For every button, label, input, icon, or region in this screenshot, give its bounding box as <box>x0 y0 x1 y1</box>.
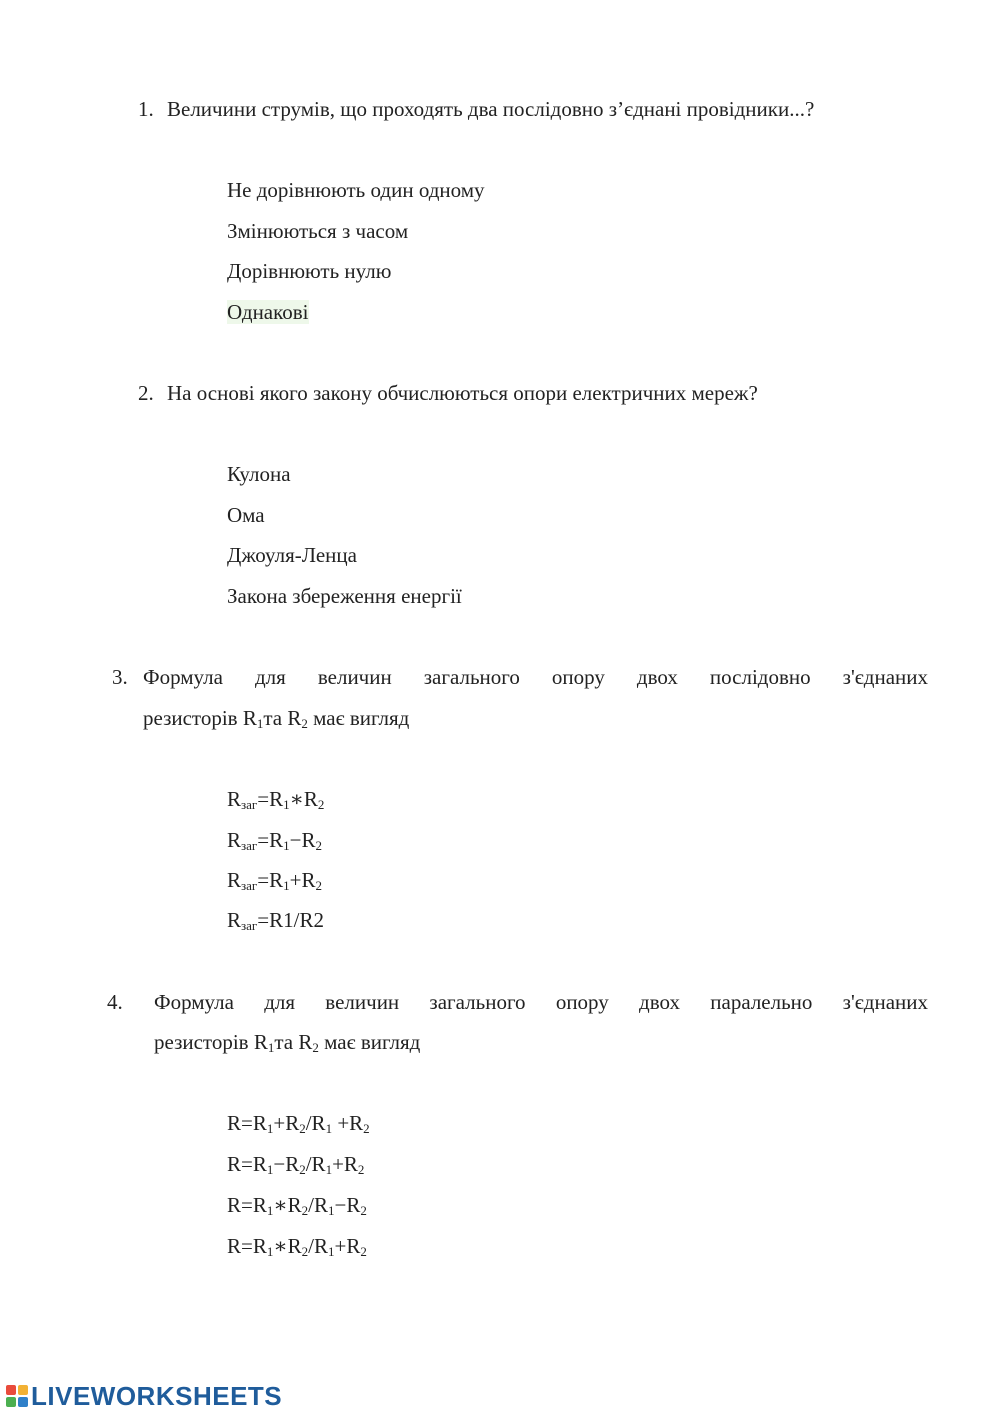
answer-option[interactable]: Не дорівнюють один одному <box>227 178 485 202</box>
logo-text: LIVEWORKSHEETS <box>31 1380 283 1411</box>
question-4-line2: резисторів $R_1та$ $R_2$ має вигляд <box>154 1030 421 1055</box>
question-text-line1: Формула для величин загального опору двох послідовно з'єднаних <box>143 665 928 689</box>
answer-option[interactable]: $R=R_1+R_2/R_1 +R_2$ <box>227 1111 370 1136</box>
question-number: 4. <box>107 990 123 1014</box>
answer-option[interactable]: Змінюються з часом <box>227 219 409 243</box>
answer-option[interactable]: Дорівнюють нулю <box>227 259 392 283</box>
answer-option-selected[interactable] <box>227 292 309 332</box>
question-number: 3. <box>112 665 128 689</box>
answer-option[interactable]: Закона збереження енергії <box>227 584 462 608</box>
answer-option[interactable]: $R_{заг}=R_1-R_2$ <box>227 828 322 853</box>
question-text: Величини струмів, що проходять два послідовно з’єднані провідники...? <box>167 97 815 121</box>
logo-square <box>18 1385 28 1395</box>
logo-square <box>18 1397 28 1407</box>
question-number: 2. <box>138 381 154 405</box>
answer-option[interactable]: $R=R_1∗R_2/R_1-R_2$ <box>227 1193 367 1218</box>
logo-square <box>6 1385 16 1395</box>
answer-option[interactable]: $R=R_1-R_2/R_1+R_2$ <box>227 1152 365 1177</box>
answer-option[interactable]: Кулона <box>227 462 291 486</box>
liveworksheets-logo-icon <box>6 1385 28 1407</box>
answer-option[interactable]: $R_{заг}=R_1+R_2$ <box>227 868 322 893</box>
logo-square <box>6 1397 16 1407</box>
question-text: На основі якого закону обчислюються опори електричних мереж? <box>167 381 758 405</box>
answer-option[interactable]: Джоуля-Ленца <box>227 543 357 567</box>
question-3-line2: резисторів $R_1та$ $R_2$ має вигляд <box>143 706 410 731</box>
answer-option[interactable]: $R_{заг}=R_1∗R_2$ <box>227 787 325 812</box>
question-text-line1: Формула для величин загального опору двох паралельно з'єднаних <box>154 990 928 1014</box>
answer-option[interactable]: $R_{заг}=R1/R2$ <box>227 908 324 933</box>
answer-option-label: Однакові <box>227 300 309 324</box>
question-number: 1. <box>138 97 154 121</box>
answer-option[interactable]: Ома <box>227 503 265 527</box>
liveworksheets-logo[interactable] <box>6 1381 282 1411</box>
answer-option[interactable]: $R=R_1∗R_2/R_1+R_2$ <box>227 1234 367 1259</box>
